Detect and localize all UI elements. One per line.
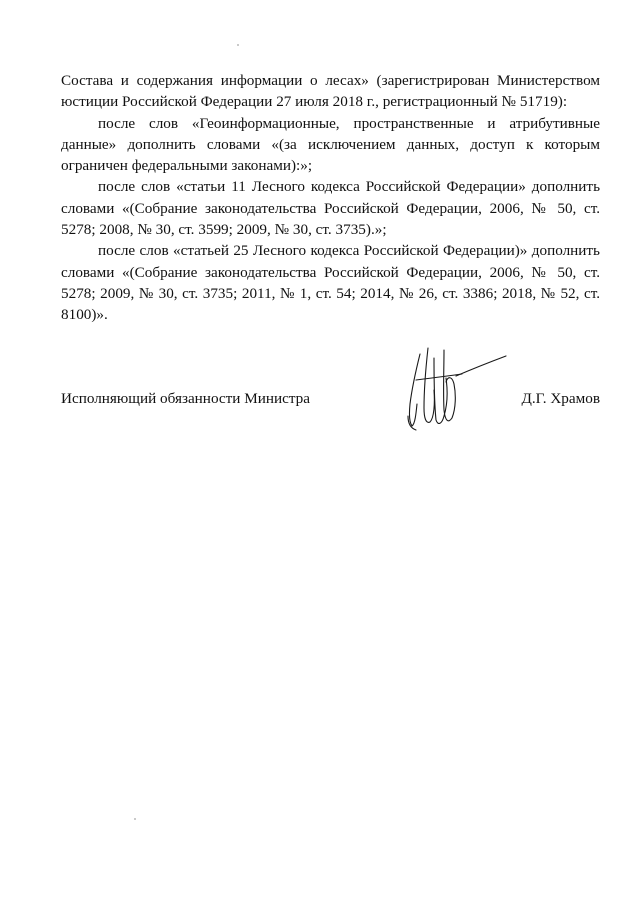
paragraph-1: Состава и содержания информации о лесах» (зарегистрирован Министерством юстиции Российской Федерации 27 июля 2018 г., регистрационный № 51719): (61, 72, 600, 111)
scan-speck (134, 818, 136, 820)
handwritten-signature (398, 344, 510, 432)
signatory-title: Исполняющий обязанности Министра (61, 390, 310, 407)
document-body (61, 70, 600, 326)
paragraph-2: после слов «Геоинформационные, пространственные и атрибутивные данные» дополнить словами «(за исключением данных, доступ к которым ограничен федеральными законами):»; (61, 114, 600, 175)
paragraph-3: после слов «статьи 11 Лесного кодекса Российской Федерации» дополнить словами «(Собрание законодательства Российской Федерации, 2006, № 50, ст. 5278; 2008, № 30, ст. 3599; 2009, № 30, ст. 3735).»; (61, 178, 600, 239)
signatory-name: Д.Г. Храмов (521, 390, 600, 407)
signature-block (61, 388, 600, 410)
scan-speck (237, 44, 239, 46)
paragraph-4: после слов «статьей 25 Лесного кодекса Российской Федерации)» дополнить словами «(Собрание законодательства Российской Федерации, 2006, № 50, ст. 5278; 2009, № 30, ст. 3735; 2011, № 1, ст. 54; 2014, № 26, ст. 3386; 2018, № 52, ст. 8100)». (61, 242, 600, 324)
